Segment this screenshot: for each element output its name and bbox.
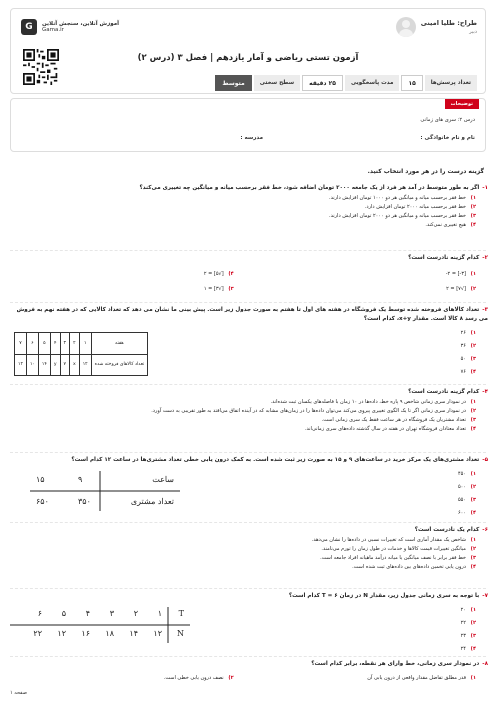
option[interactable] [10, 271, 234, 278]
option[interactable] [201, 484, 488, 491]
option-number: ۴) [470, 369, 476, 375]
option-text: [√۵] = ۲ [203, 271, 224, 277]
table-cell: ۱ [157, 609, 162, 618]
table-cell: ۹ [78, 475, 83, 484]
table-row [15, 354, 148, 376]
difficulty-label: سطح سختی [254, 75, 300, 91]
page-number: صفحه ۱ [10, 690, 27, 696]
table-cell: ۳ [109, 609, 114, 618]
option-number: ۴) [470, 222, 476, 228]
designer-role: دبیر [469, 29, 477, 35]
question-2-stem [10, 254, 488, 263]
option-list [225, 605, 488, 653]
gama-logo-icon: G [21, 19, 37, 35]
option-text: ۲۲ [460, 620, 466, 626]
question-text: با توجه به سری زمانی جدول زیر، مقدار N در زمان ۶ = T کدام است؟ [288, 593, 480, 599]
question-number: ۸- [482, 661, 488, 667]
table-cell: ۲ [133, 609, 138, 618]
table-cell: ۳۵۰ [78, 497, 91, 506]
student-fields [51, 135, 475, 141]
option[interactable] [10, 417, 488, 424]
table-cell: ۷ [60, 354, 69, 376]
option[interactable] [225, 633, 488, 640]
option-number: ۲) [470, 546, 476, 552]
question-text: در نمودار سری زمانی، خط وارای هر نقطه، برابر کدام است؟ [311, 661, 480, 667]
option-number: ۴) [470, 564, 476, 570]
option-number: ۱) [470, 399, 476, 405]
option[interactable] [10, 286, 234, 293]
question-number: ۲- [482, 255, 488, 261]
table-cell: x [70, 354, 80, 376]
option-number: ۳) [470, 497, 476, 503]
table-cell: ۶۵۰ [36, 497, 49, 506]
option-text: ۵۰ [460, 356, 466, 362]
handwritten-table [10, 605, 190, 645]
option-number: ۴) [470, 510, 476, 516]
option[interactable] [225, 620, 488, 627]
notes-text: درس ۲: سری های زمانی [420, 117, 475, 123]
option[interactable] [201, 510, 488, 517]
student-name-label: نام و نام خانوادگی : [420, 135, 475, 141]
notes-badge: توضیحات [445, 99, 479, 109]
question-number: ۴- [482, 389, 488, 395]
instruction-text: گزینه درست را در هر مورد انتخاب کنید. [367, 168, 484, 175]
option-number: ۳) [470, 356, 476, 362]
sales-table [14, 332, 148, 376]
table-cell: هفته [91, 333, 148, 355]
option[interactable] [10, 426, 488, 433]
designer-info [396, 17, 477, 37]
question-divider [10, 522, 486, 523]
table-cell: ۱۵ [36, 475, 45, 484]
option-number: ۱) [470, 607, 476, 613]
question-5 [10, 456, 488, 517]
option-text: ۷۶ [460, 369, 466, 375]
table-cell: y [50, 354, 60, 376]
table-cell: ۲۲ [33, 629, 42, 638]
question-divider [10, 452, 486, 453]
question-1 [10, 184, 488, 229]
option-text: خط فقر برحسب میانه ۲۰۰۰ تومان افزایش دارد. [364, 204, 466, 210]
table-cell: ۱۶ [81, 629, 90, 638]
question-5-stem [10, 456, 488, 465]
option-number: ۱) [470, 271, 476, 277]
table-cell: ۱۰ [26, 354, 38, 376]
option-text: در نمودار سری زمانی شاخص ۹ پاره خط، داده‌ها در ۱۰ زمان با فاصله‌های یکسان ثبت شده‌اند. [270, 399, 466, 405]
option-text: قدر مطلق تفاضل مقدار واقعی از درون یابی آن [367, 675, 466, 681]
question-number: ۵- [482, 457, 488, 463]
option-number: ۲) [470, 484, 476, 490]
table-cell: ۱۴ [129, 629, 138, 638]
question-text: تعداد مشتری‌های یک مرکز خرید در ساعت‌های ۹ و ۱۵ به صورت زیر ثبت شده است. به کمک درون یابی خطی تعداد مشتری‌ها در ساعت ۱۲ کدام است؟ [71, 457, 480, 463]
notes-box [10, 98, 486, 152]
question-8-stem [10, 660, 488, 669]
option-row [10, 269, 488, 278]
question-text: کدام یک نادرست است؟ [414, 527, 480, 533]
option[interactable] [201, 356, 488, 363]
table-cell: ۱۲ [79, 354, 91, 376]
option-text: ۲۶ [460, 330, 466, 336]
table-cell: ۱ [79, 333, 91, 355]
exam-header [10, 8, 486, 94]
table-cell: ساعت [152, 475, 174, 484]
option-number: ۱) [470, 675, 476, 681]
table-cell: ۷ [15, 333, 27, 355]
option-number: ۳) [228, 286, 234, 292]
question-5-body [10, 469, 488, 517]
school-label: مدرسه : [240, 135, 263, 141]
question-4 [10, 388, 488, 433]
option-text: [√۷] = ۲ [446, 286, 466, 292]
option[interactable] [252, 286, 476, 293]
option[interactable] [10, 564, 488, 571]
handwritten-table [30, 469, 180, 513]
table-cell: ۱۲ [153, 629, 162, 638]
option[interactable] [10, 222, 488, 229]
option-number: ۳) [470, 417, 476, 423]
option-text: تعداد مشتریان یک فروشگاه در هر ساعت فقط یک سری زمانی است. [321, 417, 466, 423]
option-text: خط فقر برابر با نصف میانگین یا میانه درآمد ماهیانه افراد جامعه است. [320, 555, 466, 561]
avatar [396, 17, 416, 37]
question-7-body [10, 605, 488, 653]
site-text [42, 21, 119, 33]
option[interactable] [10, 204, 488, 211]
option[interactable] [10, 213, 488, 220]
option-text: ۲۴ [460, 646, 466, 652]
option-text: شاخص یک مقدار آماری است که تغییرات نسبی در داده‌ها را نشان می‌دهد. [311, 537, 466, 543]
option-text: ۲۳ [460, 633, 466, 639]
question-divider [10, 384, 486, 385]
option[interactable] [10, 537, 488, 544]
option-text: [۳-] = ۲- [445, 271, 466, 277]
question-3 [10, 306, 488, 376]
question-1-stem [10, 184, 488, 193]
option-number: ۱) [470, 537, 476, 543]
table-cell: ۵ [38, 333, 50, 355]
designer-name: طراح: طلیا امینی [420, 19, 477, 27]
table-cell: ۳ [60, 333, 69, 355]
option-list [201, 469, 488, 517]
option[interactable] [10, 399, 488, 406]
option-number: ۲) [470, 343, 476, 349]
question-7 [10, 592, 488, 653]
option-number: ۲) [228, 675, 234, 681]
option[interactable] [201, 497, 488, 504]
table-cell: ۴ [50, 333, 60, 355]
exam-title: آزمون تستی ریاضی و آمار یازدهم | فصل ۳ (درس ۲) [137, 53, 359, 63]
table-cell: ۱۴ [38, 354, 50, 376]
option-number: ۲) [470, 286, 476, 292]
option-text: هیچ تغییری نمی‌کند. [425, 222, 466, 228]
duration-label: مدت پاسخگویی [345, 75, 400, 91]
table-cell: ۵ [61, 609, 66, 618]
option-text: درون یابی تخمین داده‌های بین داده‌های ثبت شده است. [352, 564, 466, 570]
option-text: ۳۶ [460, 343, 466, 349]
question-3-stem [10, 306, 488, 324]
duration-value: ۲۵ دقیقه [302, 75, 343, 91]
option-number: ۱) [470, 471, 476, 477]
option-number: ۲) [470, 204, 476, 210]
question-number: ۱- [482, 185, 488, 191]
option-number: ۳) [470, 555, 476, 561]
question-count-label: تعداد پرسش‌ها [425, 75, 477, 91]
option[interactable] [201, 330, 488, 337]
table-cell: ۱۲ [57, 629, 66, 638]
option[interactable] [10, 555, 488, 562]
table-cell: ۴ [85, 609, 90, 618]
option-number: ۱) [470, 330, 476, 336]
option-text: ۶۰۰ [457, 510, 466, 516]
option[interactable] [10, 408, 488, 415]
option-text: ۵۵۰ [457, 497, 466, 503]
question-number: ۷- [482, 593, 488, 599]
option[interactable] [225, 607, 488, 614]
question-text: کدام گزینه نادرست است؟ [408, 389, 480, 395]
option-row [10, 673, 488, 682]
table-row [15, 333, 148, 355]
question-divider [10, 250, 486, 251]
option-number: ۴) [470, 646, 476, 652]
option[interactable] [10, 675, 234, 682]
question-number: ۳- [482, 307, 488, 313]
option-text: میانگین تغییرات قیمت کالاها و خدمات در طول زمان را تورم می‌نامند. [321, 546, 466, 552]
option-number: ۳) [470, 633, 476, 639]
table-cell: N [177, 629, 184, 638]
option-number: ۲) [470, 408, 476, 414]
question-divider [10, 302, 486, 303]
option-text: تعداد معتادان فروشگاه تهران در هفته در سال گذشته داده‌های سری زمانی‌اند. [304, 426, 466, 432]
site-url[interactable]: Gama.ir [42, 27, 64, 33]
option-text: در نمودار سری زمانی اگر تا یک الگوی تغییری پیروی می‌کند می‌توان داده‌ها را در زمان‌های مشابه که در آینده اتفاق می‌افتد به طور تقریبی به دست آورد. [151, 408, 466, 414]
question-8 [10, 660, 488, 682]
option-text: خط فقر برحسب میانه و میانگین هر دو ۲۰۰۰ تومان افزایش دارند. [329, 213, 466, 219]
question-text: تعداد کالاهای فروخته شده توسط یک فروشگاه در هفته های اول تا هفتم به صورت جدول زیر است. پیش بینی ما نشان می دهد که تعداد کالایی که در هفته نهم به فروش می رسد ۸ کالا است. مقدار x+y، کدام است؟ [16, 307, 488, 322]
table-cell: ۱۲ [15, 354, 27, 376]
table-cell: ۶ [37, 609, 42, 618]
option[interactable] [252, 271, 476, 278]
option[interactable] [201, 369, 488, 376]
option-text: ۴۵۰ [457, 471, 466, 477]
option-number: ۴) [228, 271, 234, 277]
question-number: ۶- [482, 527, 488, 533]
option-text: [√۳] = ۱ [203, 286, 224, 292]
option-text: ۲۰ [460, 607, 466, 613]
question-text: کدام گزینه نادرست است؟ [408, 255, 480, 261]
difficulty-value: متوسط [215, 75, 251, 91]
designer-text [421, 19, 477, 35]
option-row [10, 284, 488, 293]
question-count-value: ۱۵ [401, 75, 422, 91]
option[interactable] [225, 646, 488, 653]
option-number: ۲) [470, 620, 476, 626]
exam-meta [215, 75, 477, 91]
question-text: اگر به طور متوسط در آمد هر فرد از یک جامعه ۲۰۰۰ تومان اضافه شود، خط فقر برحسب میانه و میانگین چه تغییری می‌کند؟ [139, 185, 480, 191]
option-number: ۴) [470, 426, 476, 432]
question-divider [10, 656, 486, 657]
option-text: نصف درون یابی خطی است. [163, 675, 224, 681]
site-name: آموزش آنلاین، سنجش آنلاین [42, 21, 120, 27]
question-6 [10, 526, 488, 571]
option-number: ۳) [470, 213, 476, 219]
question-2 [10, 254, 488, 293]
table-cell: T [178, 609, 184, 618]
option-text: ۵۰۰ [457, 484, 466, 490]
option[interactable] [10, 195, 488, 202]
table-cell: تعداد مشتری [130, 497, 174, 506]
question-4-stem [10, 388, 488, 397]
option-text: خط فقر برحسب میانه و میانگین هر دو ۱۰۰۰ تومان افزایش دارند. [329, 195, 466, 201]
table-cell: تعداد کالاهای فروخته شده [91, 354, 148, 376]
option[interactable] [252, 675, 476, 682]
question-7-stem [10, 592, 488, 601]
option[interactable] [10, 546, 488, 553]
table-cell: ۶ [26, 333, 38, 355]
question-3-body [10, 328, 488, 376]
table-cell: ۱۸ [105, 629, 114, 638]
question-6-stem [10, 526, 488, 535]
option[interactable] [201, 471, 488, 478]
question-divider [10, 588, 486, 589]
option-number: ۱) [470, 195, 476, 201]
site-brand[interactable] [21, 19, 119, 35]
option-list [201, 328, 488, 376]
option[interactable] [201, 343, 488, 350]
table-cell: ۲ [70, 333, 80, 355]
